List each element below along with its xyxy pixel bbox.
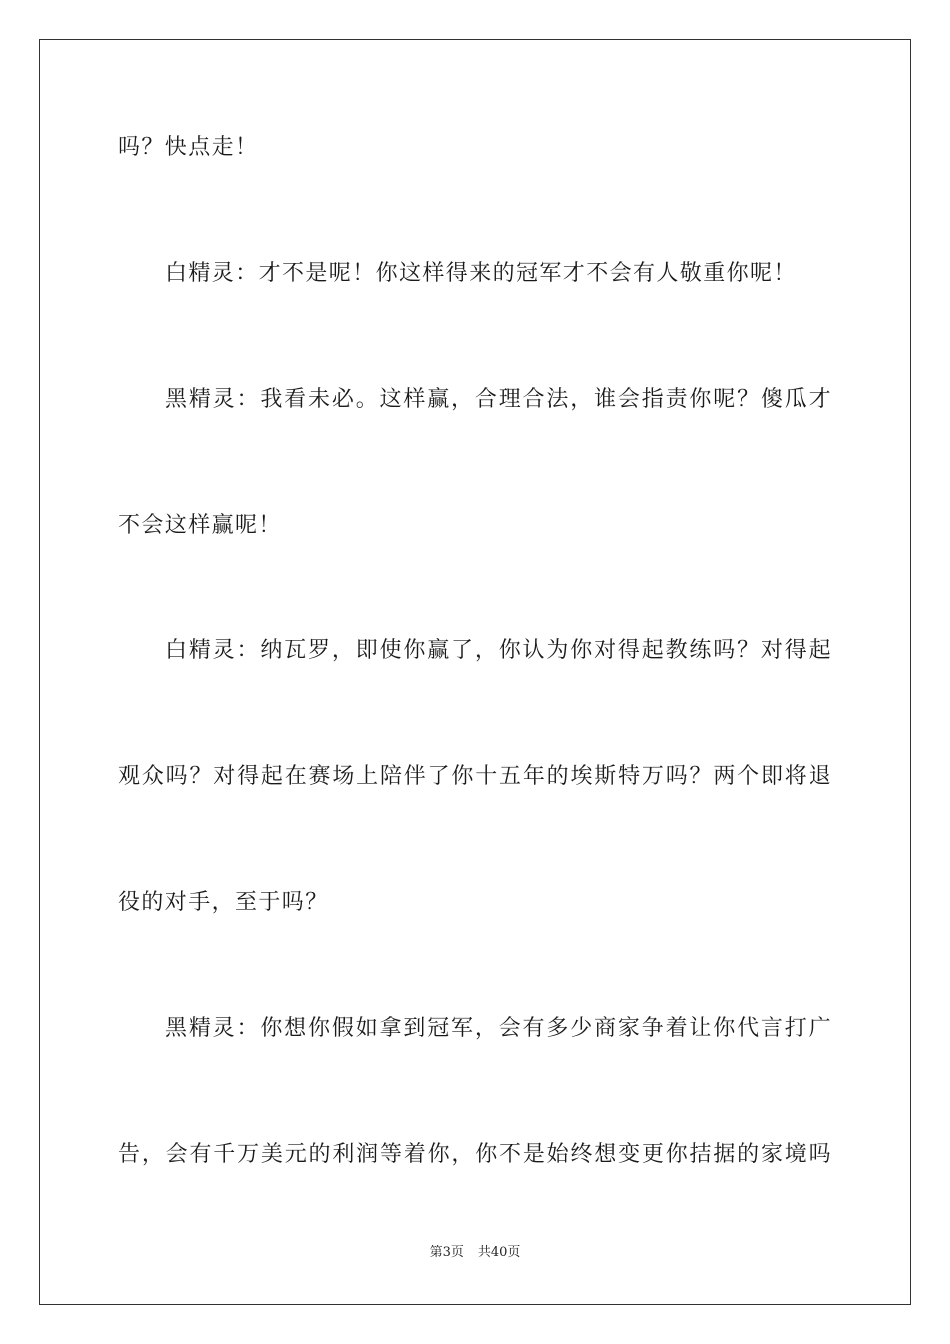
body-text-line: 白精灵：才不是呢！你这样得来的冠军才不会有人敬重你呢！ <box>165 261 797 286</box>
body-text-line: 白精灵：纳瓦罗，即使你赢了，你认为你对得起教练吗？对得起 <box>165 638 832 663</box>
body-text-line: 役的对手，至于吗？ <box>118 890 329 915</box>
page-footer <box>0 1244 950 1262</box>
page-border <box>39 39 911 1305</box>
body-text-line: 告，会有千万美元的利润等着你，你不是始终想变更你拮据的家境吗 <box>118 1142 832 1167</box>
body-text-line: 不会这样赢呢！ <box>118 513 282 538</box>
page-total: 共40页 <box>477 1245 521 1260</box>
body-text-line: 黑精灵：你想你假如拿到冠军，会有多少商家争着让你代言打广 <box>165 1016 832 1041</box>
page-number: 第3页 <box>429 1245 464 1260</box>
body-text-line: 黑精灵：我看未必。这样赢，合理合法，谁会指责你呢？傻瓜才 <box>165 387 832 412</box>
body-text-line: 观众吗？对得起在赛场上陪伴了你十五年的埃斯特万吗？两个即将退 <box>118 764 832 789</box>
body-text-line: 吗？快点走！ <box>118 135 259 160</box>
